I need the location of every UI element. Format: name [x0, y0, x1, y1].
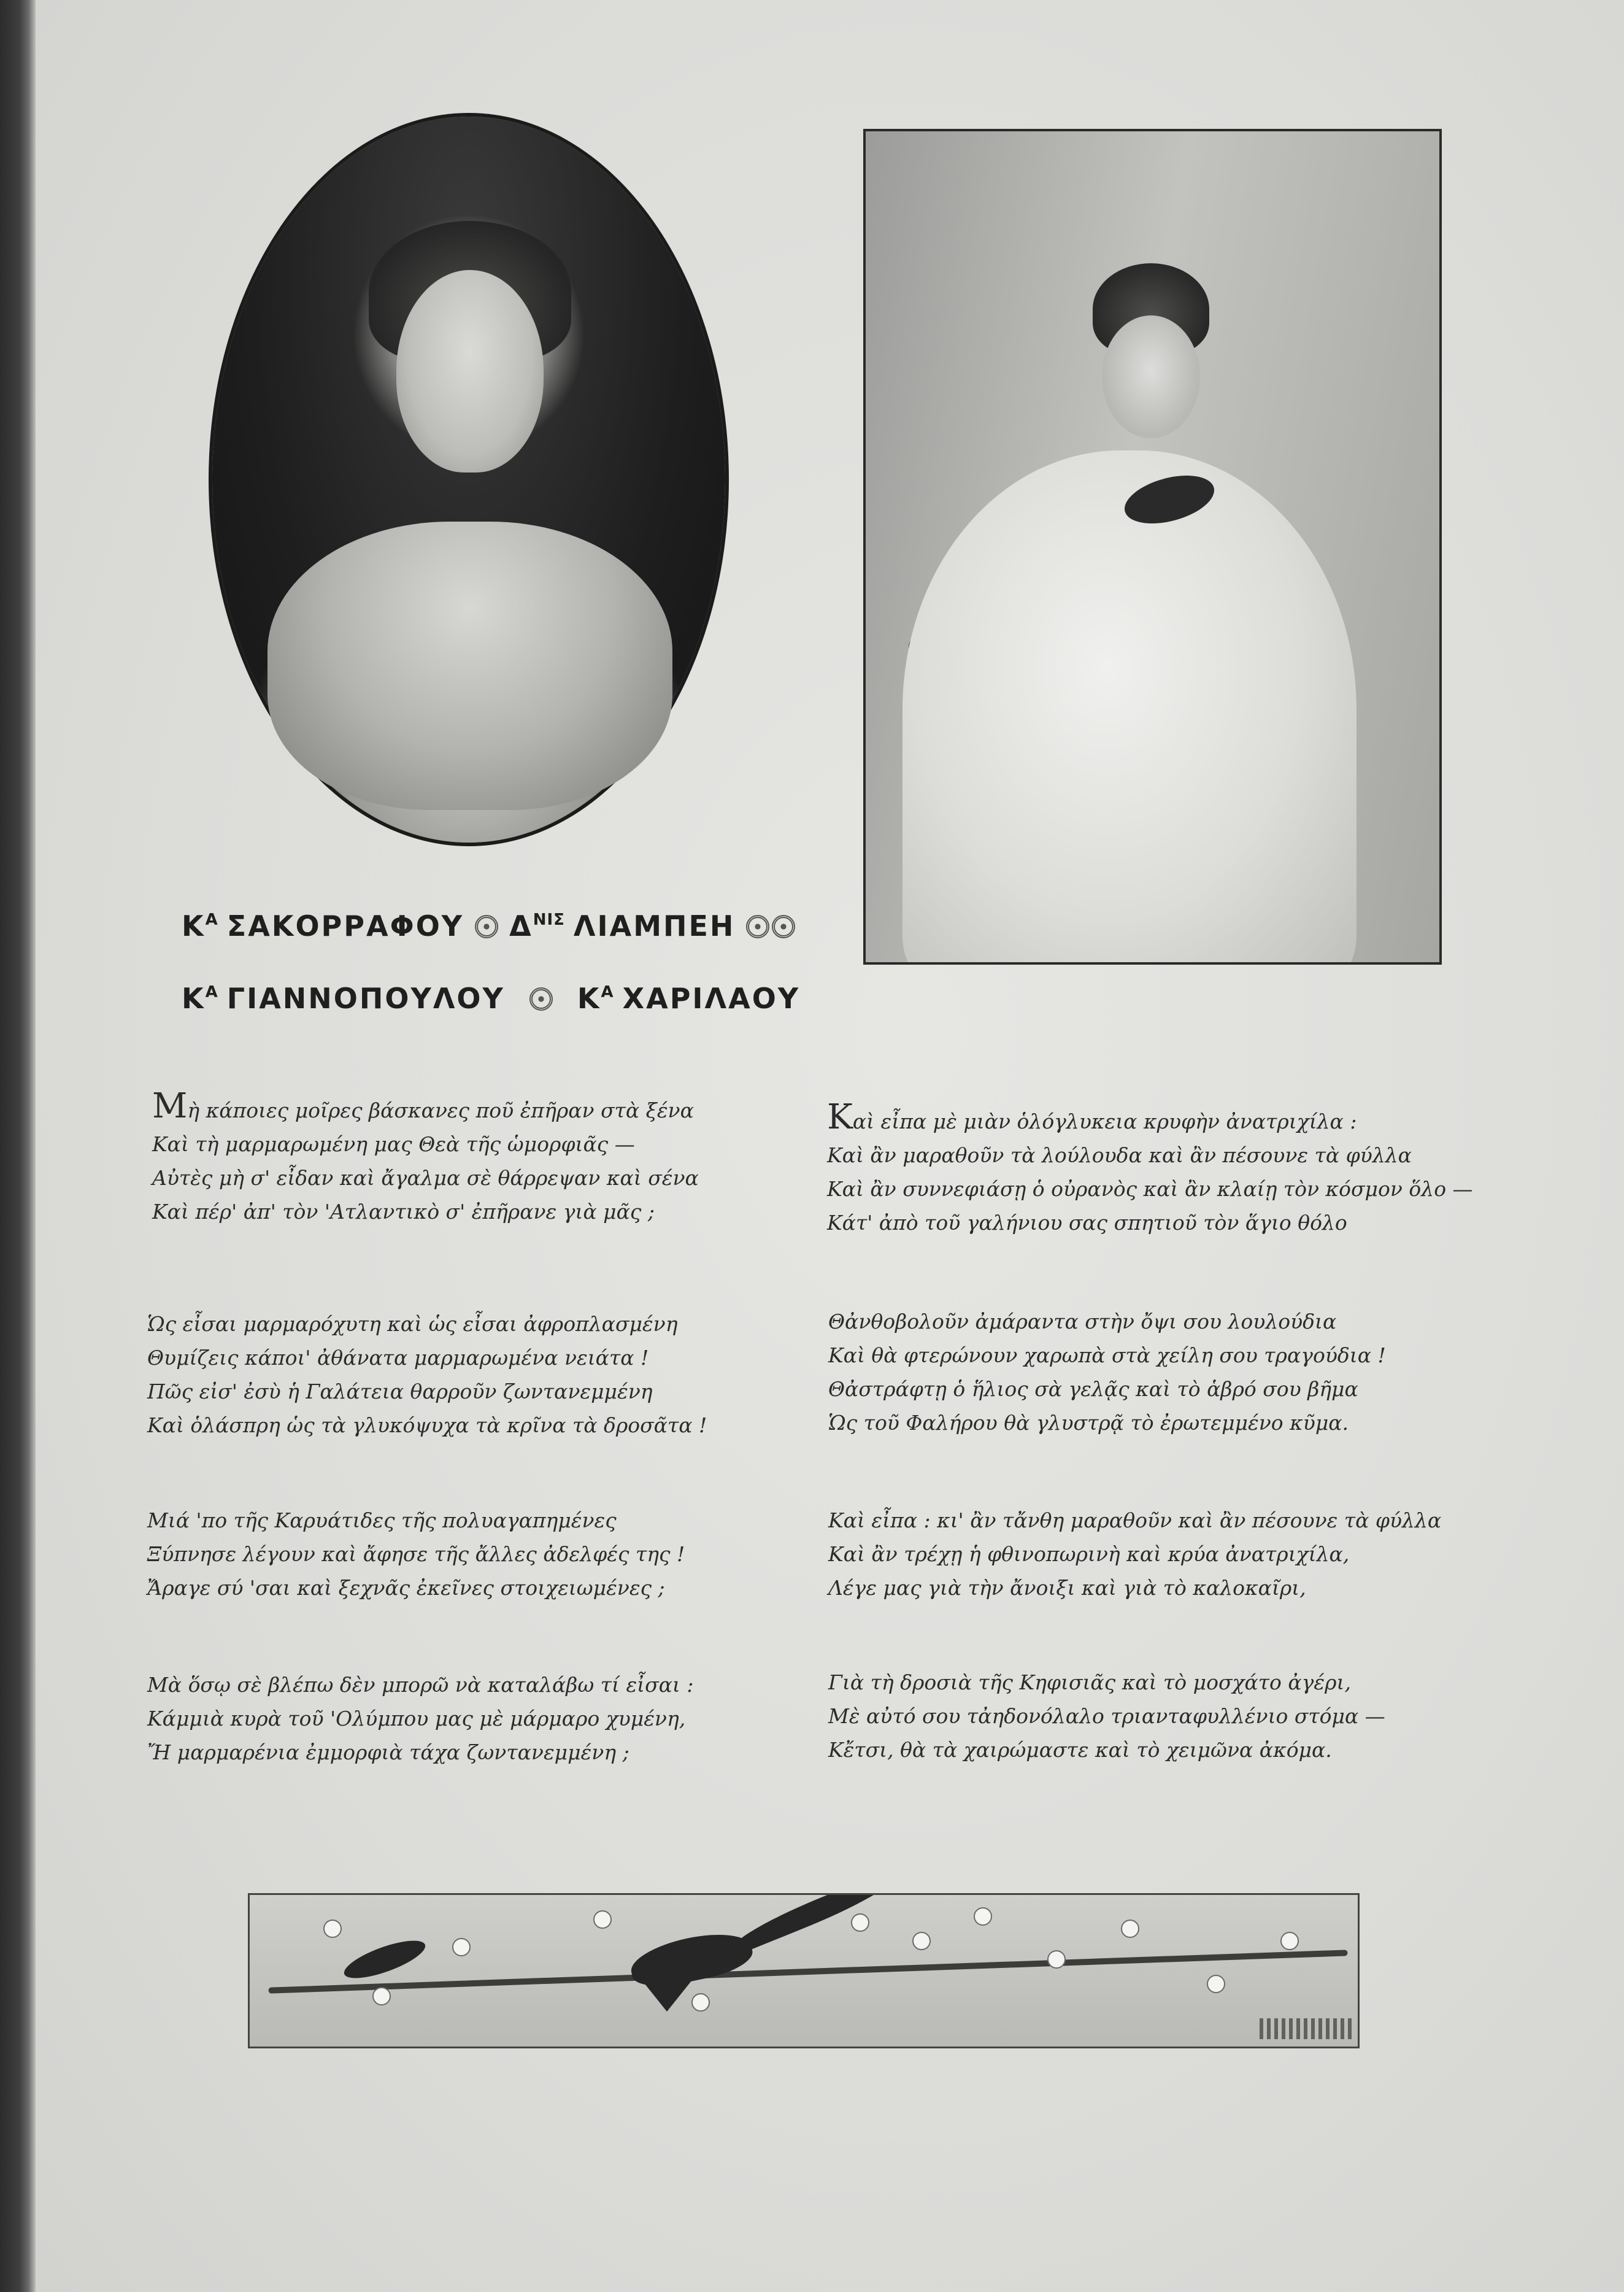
- poem-line: Κάμμιὰ κυρὰ τοῦ 'Ολύμπου μας μὲ μάρμαρο χυμένη,: [147, 1707, 686, 1731]
- caption-name: ΛΙΑΜΠΕΗ: [573, 909, 736, 943]
- oval-portrait-photo: [212, 117, 725, 843]
- poem-line: Γιὰ τὴ δροσιὰ τῆς Κηφισιᾶς καὶ τὸ μοσχάτο ἀγέρι,: [828, 1670, 1351, 1694]
- poem-right-stanza-3: [828, 1503, 1441, 1605]
- caption-prefix: Κ: [182, 909, 206, 943]
- caption-prefix-sup: ΝΙΣ: [533, 911, 565, 929]
- blossom-branch: [268, 1950, 1347, 1993]
- poem-line: Κἔτσι, θὰ τὰ χαιρώμαστε καὶ τὸ χειμῶνα ἀκόμα.: [828, 1738, 1332, 1762]
- poem-line: Μὰ ὅσῳ σὲ βλέπω δὲν μπορῶ νὰ καταλάβω τί εἶσαι :: [147, 1673, 694, 1697]
- blossom: [1280, 1932, 1299, 1950]
- poem-line: [827, 1097, 1473, 1138]
- swallow-wing: [730, 1893, 898, 1954]
- blossom: [372, 1987, 391, 2005]
- concentric-circle-ornament-icon: [529, 987, 553, 1011]
- blossom: [1047, 1950, 1066, 1969]
- poem-left-stanza-4: [147, 1668, 693, 1769]
- portrait-dress: [267, 522, 672, 810]
- caption-prefix-sup: Α: [601, 983, 614, 1001]
- poem-line: Ἤ μαρμαρένια ἐμμορφιὰ τάχα ζωντανεμμένη ;: [147, 1740, 629, 1764]
- blossom: [593, 1910, 612, 1929]
- caption-prefix: Δ: [509, 909, 533, 943]
- poem-right-stanza-1: [827, 1097, 1473, 1240]
- poem-line: Μιά 'πο τῆς Καρυάτιδες τῆς πολυαγαπημένες: [147, 1508, 617, 1532]
- poem-left-stanza-3: [147, 1503, 685, 1605]
- poem-left-stanza-2: [147, 1307, 707, 1442]
- poem-line: Καὶ ἂν συννεφιάσῃ ὁ οὐρανὸς καὶ ἂν κλαίῃ τὸν κόσμον ὅλο —: [827, 1177, 1473, 1201]
- poem-line: Κάτ' ἀπὸ τοῦ γαλήνιου σας σπητιοῦ τὸν ἅγιο θόλο: [827, 1211, 1347, 1235]
- binding-edge: [0, 0, 36, 2292]
- caption-line-2: [182, 982, 800, 1015]
- portrait-face: [396, 270, 544, 473]
- poem-line: Καὶ θὰ φτερώνουν χαρωπὰ στὰ χείλη σου τραγούδια !: [828, 1343, 1386, 1367]
- poem-left-stanza-1: [152, 1086, 699, 1229]
- poem-line: Καὶ εἶπα : κι' ἂν τἄνθη μαραθοῦν καὶ ἂν πέσουνε τὰ φύλλα: [828, 1508, 1442, 1532]
- blossom: [323, 1920, 342, 1938]
- poem-line: Θυμίζεις κάποι' ἀθάνατα μαρμαρωμένα νειάτα !: [147, 1346, 649, 1370]
- swallows-on-blossom-branch-illustration: [248, 1893, 1360, 2048]
- blossom: [691, 1993, 710, 2012]
- poem-line: Καὶ τὴ μαρμαρωμένη μας Θεὰ τῆς ὡμορφιᾶς —: [152, 1132, 635, 1156]
- concentric-circle-ornament-icon: [746, 915, 769, 938]
- swallow-tail: [642, 1981, 691, 2012]
- blossom: [851, 1913, 869, 1932]
- drop-cap: Μ: [152, 1086, 188, 1126]
- poem-line: Καὶ ἂν τρέχῃ ἡ φθινοπωρινὴ καὶ κρύα ἀνατριχίλα,: [828, 1542, 1350, 1566]
- poem-line: Πῶς εἰσ' ἐσὺ ἡ Γαλάτεια θαρροῦν ζωντανεμμένη: [147, 1379, 653, 1403]
- poem-line-text: αὶ εἶπα μὲ μιὰν ὁλόγλυκεια κρυφὴν ἀνατριχίλα :: [852, 1109, 1357, 1133]
- swallow-bird: [340, 1933, 429, 1985]
- poem-right-stanza-2: [828, 1305, 1386, 1440]
- poem-line: Ὡς εἶσαι μαρμαρόχυτη καὶ ὡς εἶσαι ἀφροπλασμένη: [147, 1312, 678, 1336]
- poem-line: Καὶ ὁλάσπρη ὡς τὰ γλυκόψυχα τὰ κρῖνα τὰ δροσᾶτα !: [147, 1413, 707, 1437]
- blossom: [452, 1938, 471, 1956]
- blossom: [912, 1932, 931, 1950]
- poem-right-stanza-4: [828, 1665, 1385, 1767]
- poem-line: Καὶ ἂν μαραθοῦν τὰ λούλουδα καὶ ἂν πέσουνε τὰ φύλλα: [827, 1143, 1412, 1167]
- caption-name: ΓΙΑΝΝΟΠΟΥΛΟΥ: [226, 982, 505, 1015]
- caption-prefix-sup: Α: [205, 983, 218, 1001]
- caption-prefix: Κ: [182, 982, 206, 1015]
- seated-portrait-photo: [863, 129, 1442, 965]
- poem-line: Μὲ αὐτό σου τἀηδονόλαλο τριανταφυλλένιο στόμα —: [828, 1704, 1385, 1728]
- concentric-circle-ornament-icon: [772, 915, 795, 938]
- poem-line: Λέγε μας γιὰ τὴν ἄνοιξι καὶ γιὰ τὸ καλοκαῖρι,: [828, 1576, 1306, 1600]
- blossom: [1207, 1975, 1225, 1993]
- poem-line: Ξύπνησε λέγουν καὶ ἄφησε τῆς ἄλλες ἀδελφές της !: [147, 1542, 685, 1566]
- blossom: [974, 1907, 992, 1926]
- poem-line: [152, 1086, 699, 1127]
- poem-line-text: ὴ κάποιες μοῖρες βάσκανες ποῦ ἐπῆραν στὰ ξένα: [187, 1098, 694, 1122]
- caption-line-1: [182, 909, 806, 943]
- caption-name: ΣΑΚΟΡΡΑΦΟΥ: [226, 909, 464, 943]
- poem-line: Θἀστράφτῃ ὁ ἥλιος σὰ γελᾷς καὶ τὸ ἁβρό σου βῆμα: [828, 1377, 1358, 1401]
- poem-line: Ὡς τοῦ Φαλήρου θὰ γλυστρᾷ τὸ ἐρωτεμμένο κῦμα.: [828, 1411, 1349, 1435]
- concentric-circle-ornament-icon: [475, 915, 498, 938]
- poem-line: Αὐτὲς μὴ σ' εἶδαν καὶ ἄγαλμα σὲ θάρρεψαν καὶ σένα: [152, 1166, 699, 1190]
- blossom: [1121, 1920, 1139, 1938]
- poem-line: Καὶ πέρ' ἀπ' τὸν 'Ατλαντικὸ σ' ἐπῆρανε γιὰ μᾶς ;: [152, 1200, 655, 1224]
- artist-signature-mark: [1260, 2018, 1352, 2039]
- caption-name: ΧΑΡΙΛΑΟΥ: [622, 982, 801, 1015]
- drop-cap: Κ: [827, 1097, 853, 1137]
- caption-prefix: Κ: [577, 982, 601, 1015]
- poem-line: Θἀνθοβολοῦν ἀμάραντα στὴν ὄψι σου λουλούδια: [828, 1310, 1337, 1333]
- caption-prefix-sup: Α: [205, 911, 218, 929]
- seated-figure-head: [1102, 315, 1200, 438]
- seated-figure-dress: [902, 450, 1357, 965]
- poem-line: Ἄραγε σύ 'σαι καὶ ξεχνᾶς ἐκεῖνες στοιχειωμένες ;: [147, 1576, 665, 1600]
